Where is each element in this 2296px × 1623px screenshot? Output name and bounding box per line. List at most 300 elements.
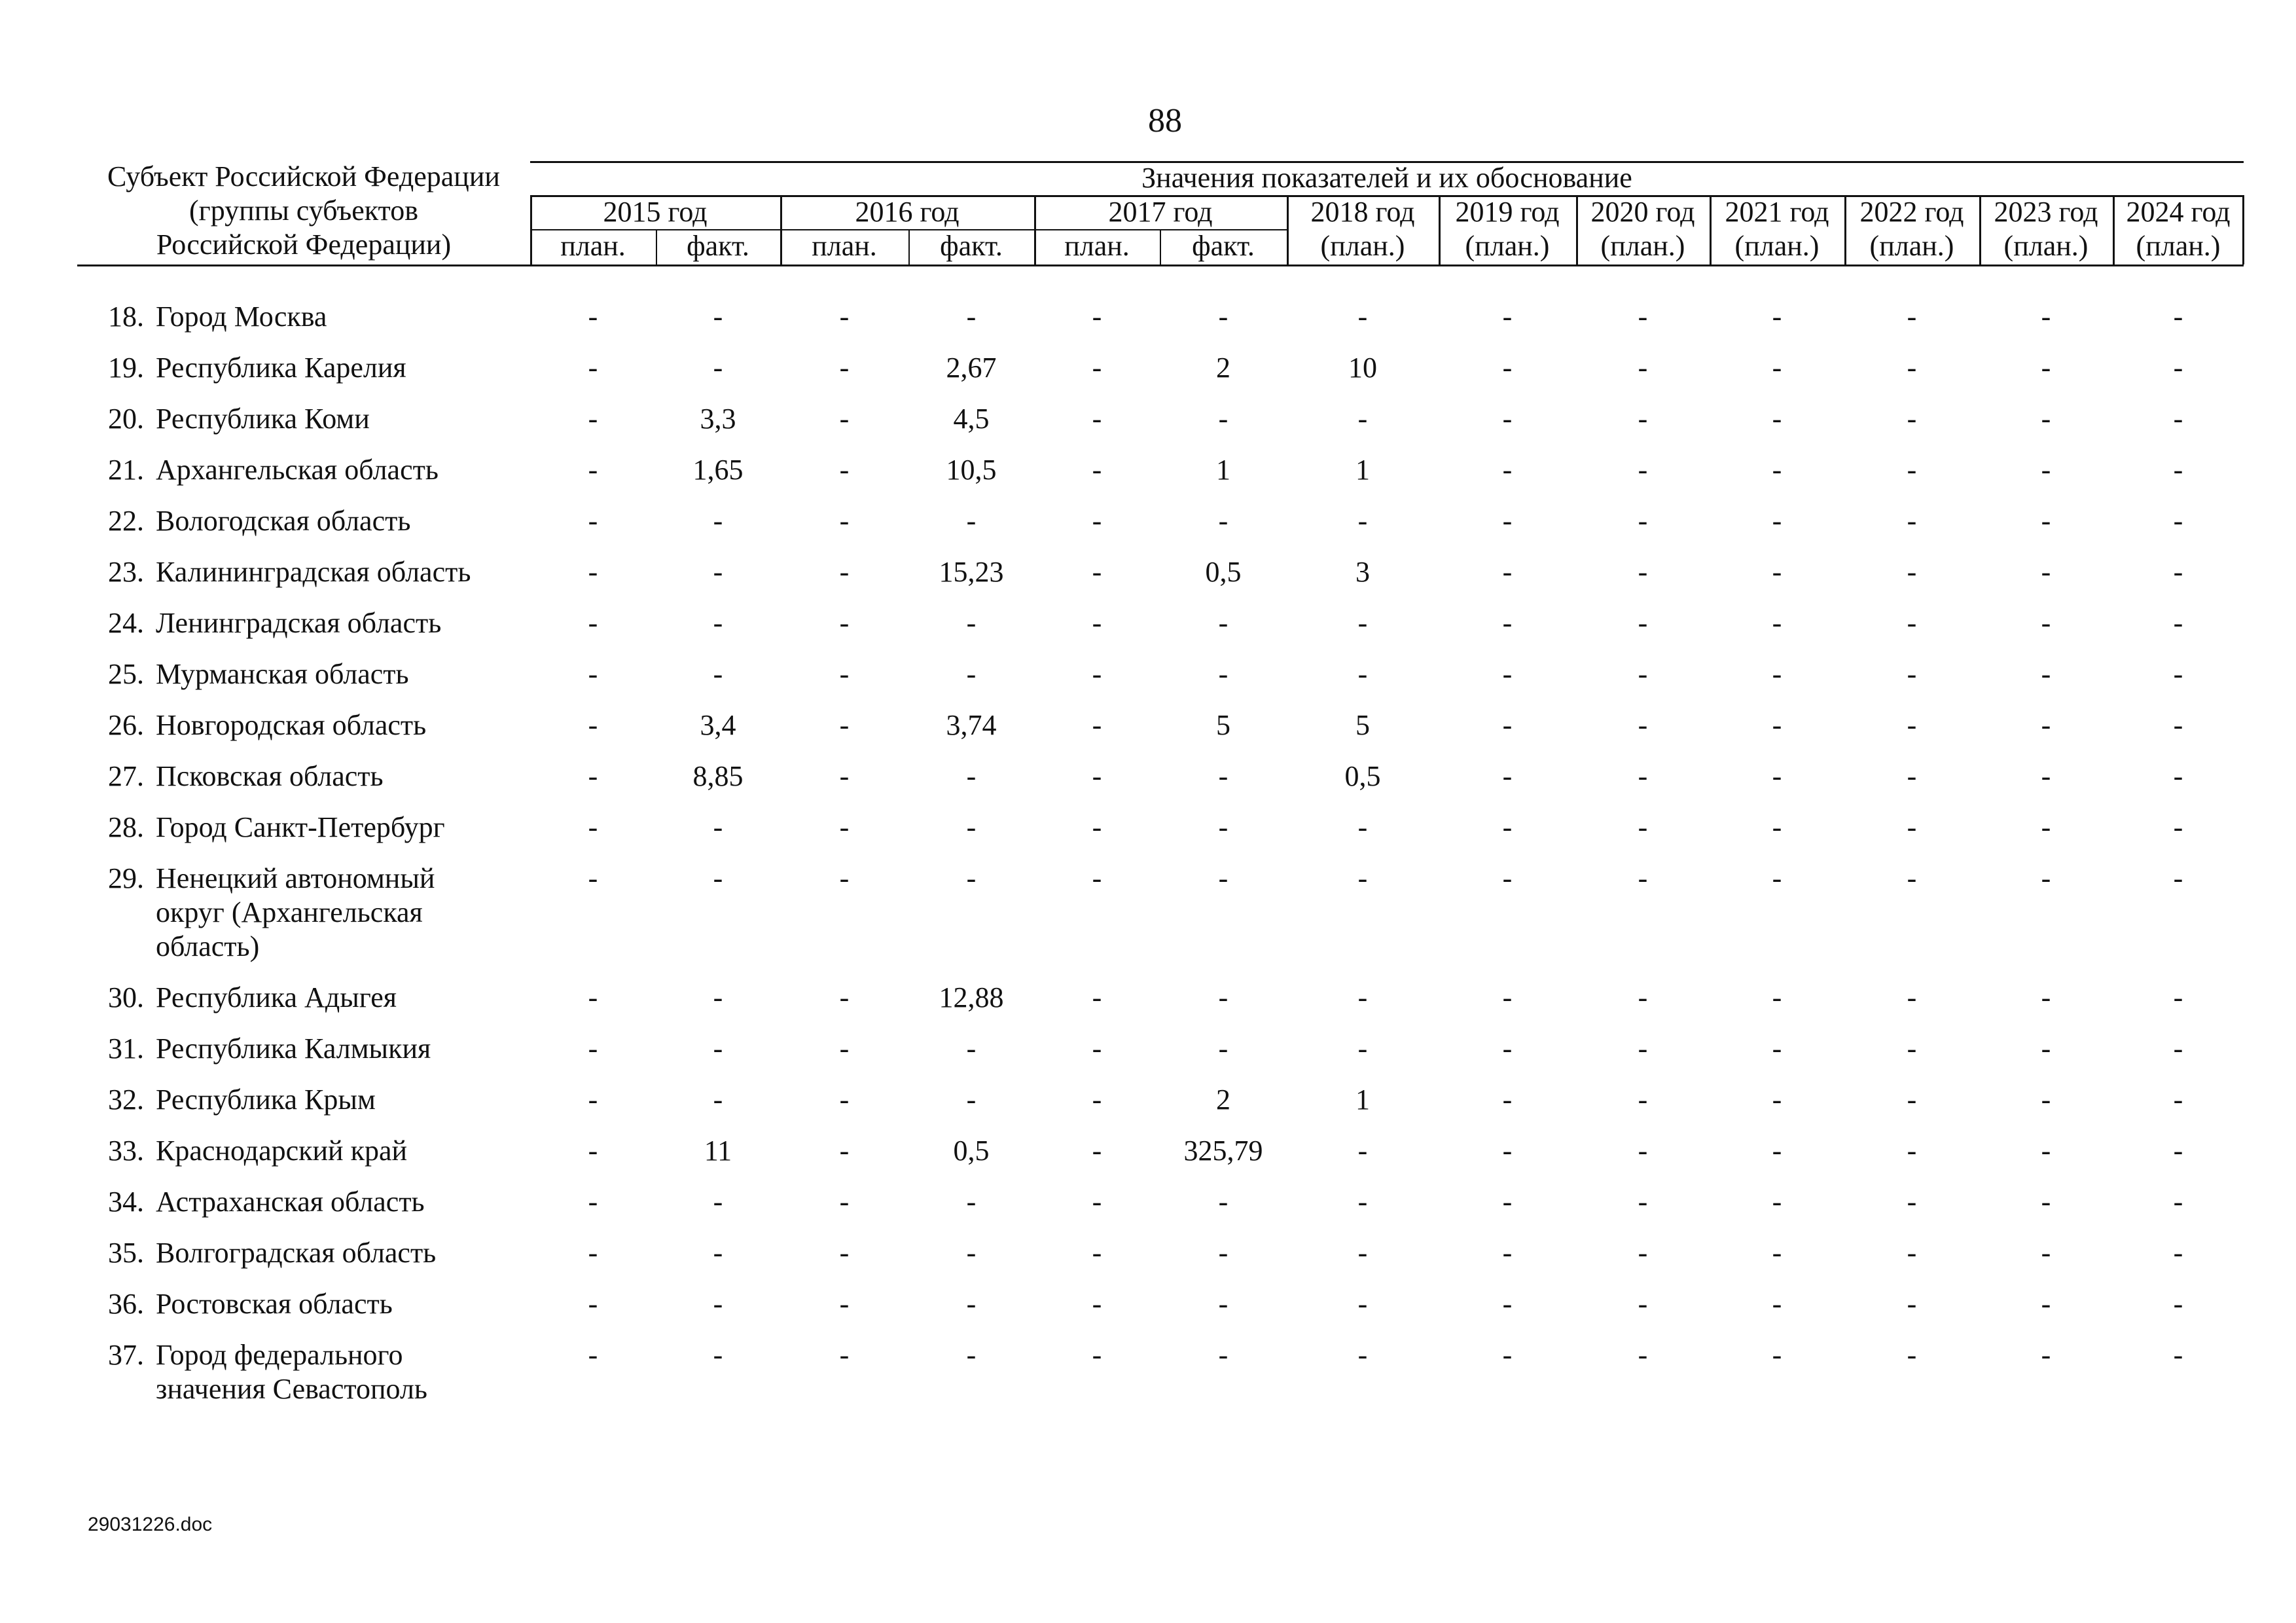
value-cell: 1 [1355, 454, 1370, 486]
value-cell: - [1502, 760, 1513, 792]
value-cell: - [1638, 1084, 1648, 1116]
value-cell: - [966, 1084, 977, 1116]
value-cell: - [1092, 403, 1102, 435]
value-cell: - [1357, 1135, 1368, 1167]
value-cell: - [966, 1032, 977, 1065]
value-cell: - [1772, 607, 1782, 639]
value-cell: - [966, 760, 977, 792]
value-cell: - [713, 1237, 723, 1269]
subject-column-header: (группы субъектов [189, 194, 418, 227]
subject-name-line: Ленинградская область [156, 607, 442, 639]
value-cell: - [2173, 556, 2183, 588]
value-cell: - [2041, 454, 2051, 486]
value-cell: - [1772, 301, 1782, 333]
value-cell: - [1218, 981, 1229, 1013]
value-cell: - [1218, 811, 1229, 843]
value-cell: - [588, 454, 598, 486]
value-cell: - [1638, 556, 1648, 588]
row-number: 26. [108, 709, 144, 741]
value-cell: - [839, 1288, 850, 1320]
value-cell: - [839, 352, 850, 384]
row-number: 19. [108, 352, 144, 384]
row-number: 37. [108, 1339, 144, 1371]
table-row [0, 555, 2296, 594]
year-header: 2018 год [1310, 196, 1415, 228]
subject-name-line: Город Санкт-Петербург [156, 811, 445, 843]
value-cell: - [1907, 1135, 1917, 1167]
value-cell: - [1907, 352, 1917, 384]
value-cell: - [713, 1288, 723, 1320]
subject-name-line: Республика Крым [156, 1084, 376, 1116]
subject-name [156, 1338, 522, 1406]
subject-name-line: Калининградская область [156, 556, 471, 588]
value-cell: 12,88 [939, 981, 1004, 1013]
subject-name-line: Волгоградская область [156, 1237, 437, 1269]
subject-name [156, 708, 522, 742]
value-cell: - [1218, 505, 1229, 537]
value-cell: - [588, 709, 598, 741]
value-cell: - [1092, 709, 1102, 741]
value-cell: - [1638, 301, 1648, 333]
value-cell: - [1502, 981, 1513, 1013]
value-cell: - [1772, 811, 1782, 843]
value-cell: - [713, 658, 723, 690]
row-number: 31. [108, 1032, 144, 1065]
value-cell: - [1357, 1339, 1368, 1371]
subject-name-line: Новгородская область [156, 709, 427, 741]
value-cell: 2 [1216, 352, 1230, 384]
value-cell: - [2041, 607, 2051, 639]
value-cell: - [2041, 352, 2051, 384]
table-row [0, 606, 2296, 646]
value-cell: - [2173, 607, 2183, 639]
value-cell: - [839, 709, 850, 741]
value-cell: - [2041, 658, 2051, 690]
value-cell: - [2173, 658, 2183, 690]
value-cell: - [2173, 981, 2183, 1013]
subject-name-line: Республика Карелия [156, 352, 406, 384]
value-cell: - [588, 760, 598, 792]
value-cell: - [1502, 1135, 1513, 1167]
value-cell: - [839, 1186, 850, 1218]
subject-name-line: Астраханская область [156, 1186, 425, 1218]
value-cell: - [1638, 811, 1648, 843]
value-cell: - [1357, 658, 1368, 690]
value-cell: - [1638, 505, 1648, 537]
subject-name [156, 1185, 522, 1219]
value-cell: - [2173, 1032, 2183, 1065]
value-cell: - [2041, 811, 2051, 843]
value-cell: - [2173, 811, 2183, 843]
value-cell: - [1772, 1339, 1782, 1371]
fact-subheader: факт. [940, 230, 1003, 262]
value-cell: - [1502, 1084, 1513, 1116]
value-cell: - [1772, 760, 1782, 792]
fact-subheader: факт. [1192, 230, 1255, 262]
subject-name [156, 1134, 522, 1168]
value-cell: - [1907, 1339, 1917, 1371]
value-cell: - [839, 760, 850, 792]
subject-name [156, 981, 522, 1015]
value-cell: - [713, 1032, 723, 1065]
value-cell: - [2041, 556, 2051, 588]
value-cell: - [713, 1084, 723, 1116]
row-number: 35. [108, 1237, 144, 1269]
value-cell: - [839, 1135, 850, 1167]
value-cell: - [1772, 1032, 1782, 1065]
value-cell: - [1638, 1237, 1648, 1269]
value-cell: - [839, 556, 850, 588]
value-cell: - [588, 1135, 598, 1167]
value-cell: 0,5 [1344, 760, 1381, 792]
value-cell: - [1092, 1135, 1102, 1167]
value-cell: - [1502, 454, 1513, 486]
value-cell: - [1638, 454, 1648, 486]
value-cell: - [1502, 1288, 1513, 1320]
subject-name-line: Ненецкий автономный [156, 862, 435, 894]
row-number: 36. [108, 1288, 144, 1320]
value-cell: - [2041, 1288, 2051, 1320]
value-cell: - [966, 607, 977, 639]
value-cell: - [588, 1339, 598, 1371]
value-cell: - [839, 301, 850, 333]
table-row [0, 1287, 2296, 1326]
subject-name-line: Краснодарский край [156, 1135, 408, 1167]
row-number: 18. [108, 301, 144, 333]
value-cell: - [839, 1084, 850, 1116]
plan-subheader: план. [812, 230, 877, 262]
value-cell: - [2041, 301, 2051, 333]
table-row [0, 862, 2296, 962]
value-cell: - [1907, 760, 1917, 792]
value-cell: 3,4 [700, 709, 736, 741]
value-cell: 10 [1348, 352, 1377, 384]
value-cell: - [1638, 1288, 1648, 1320]
value-cell: - [966, 505, 977, 537]
year-header: 2023 год [1994, 196, 2098, 228]
value-cell: - [1638, 352, 1648, 384]
value-cell: - [2041, 1084, 2051, 1116]
page-number: 88 [1148, 102, 1182, 139]
value-cell: - [1092, 505, 1102, 537]
value-cell: - [1907, 1032, 1917, 1065]
value-cell: 11 [704, 1135, 732, 1167]
header-bottom-rule [77, 264, 2244, 266]
value-cell: - [588, 1288, 598, 1320]
value-cell: - [839, 811, 850, 843]
value-cell: - [1907, 505, 1917, 537]
value-cell: - [1357, 1288, 1368, 1320]
subject-name-line: Вологодская область [156, 505, 411, 537]
value-cell: - [1907, 1186, 1917, 1218]
row-number: 32. [108, 1084, 144, 1116]
value-cell: - [1502, 811, 1513, 843]
value-cell: 1,65 [692, 454, 744, 486]
value-cell: - [2041, 1135, 2051, 1167]
table-row [0, 1134, 2296, 1173]
value-cell: - [1357, 981, 1368, 1013]
value-cell: - [588, 505, 598, 537]
value-cell: - [2173, 1186, 2183, 1218]
value-cell: - [1638, 760, 1648, 792]
year-header: 2022 год [1859, 196, 1964, 228]
value-cell: - [1772, 862, 1782, 894]
year-header: 2021 год [1725, 196, 1829, 228]
row-number: 29. [108, 862, 144, 894]
value-cell: - [1638, 658, 1648, 690]
value-cell: - [1772, 709, 1782, 741]
year-header: 2015 год [603, 196, 708, 228]
value-cell: - [1502, 709, 1513, 741]
value-cell: - [1502, 301, 1513, 333]
value-cell: - [1092, 1186, 1102, 1218]
value-cell: - [2041, 1032, 2051, 1065]
value-cell: - [1638, 1135, 1648, 1167]
plan-subheader: (план.) [1320, 230, 1405, 262]
subject-name [156, 606, 522, 640]
value-cell: - [1772, 1237, 1782, 1269]
row-number: 22. [108, 505, 144, 537]
subject-name [156, 862, 522, 964]
row-number: 33. [108, 1135, 144, 1167]
year-header: 2020 год [1590, 196, 1695, 228]
value-cell: - [713, 301, 723, 333]
value-cell: - [839, 607, 850, 639]
value-cell: - [839, 981, 850, 1013]
row-number: 27. [108, 760, 144, 792]
subject-name-line: Архангельская область [156, 454, 439, 486]
table-row [0, 1032, 2296, 1071]
document-filename: 29031226.doc [88, 1514, 213, 1535]
value-cell: - [1907, 403, 1917, 435]
value-cell: - [1907, 709, 1917, 741]
value-cell: - [1907, 1084, 1917, 1116]
value-cell: - [1092, 981, 1102, 1013]
value-cell: - [1357, 301, 1368, 333]
value-cell: - [588, 658, 598, 690]
value-cell: - [2041, 862, 2051, 894]
value-cell: - [1638, 862, 1648, 894]
value-cell: - [2173, 301, 2183, 333]
value-cell: - [1502, 607, 1513, 639]
value-cell: - [2041, 709, 2051, 741]
value-cell: 5 [1355, 709, 1370, 741]
value-cell: - [1092, 760, 1102, 792]
plan-subheader: (план.) [1869, 230, 1954, 262]
value-cell: - [2173, 1135, 2183, 1167]
table-row [0, 1083, 2296, 1122]
value-cell: - [1357, 1186, 1368, 1218]
value-cell: - [1218, 760, 1229, 792]
subject-name-line: Республика Калмыкия [156, 1032, 431, 1065]
subject-name [156, 1236, 522, 1270]
subject-name-line: Город Москва [156, 301, 327, 333]
value-cell: - [839, 1032, 850, 1065]
subject-name-line: Мурманская область [156, 658, 409, 690]
value-cell: - [2173, 454, 2183, 486]
value-cell: - [1772, 981, 1782, 1013]
value-cell: - [966, 1339, 977, 1371]
value-cell: - [1638, 981, 1648, 1013]
value-cell: - [1907, 981, 1917, 1013]
value-cell: - [2173, 505, 2183, 537]
value-cell: - [588, 1237, 598, 1269]
value-cell: - [1638, 709, 1648, 741]
plan-subheader: план. [1064, 230, 1130, 262]
value-cell: - [1092, 811, 1102, 843]
value-cell: - [1092, 862, 1102, 894]
table-row [0, 981, 2296, 1020]
value-cell: - [1772, 403, 1782, 435]
value-cell: - [1092, 658, 1102, 690]
value-cell: - [1218, 1288, 1229, 1320]
value-cell: - [1772, 556, 1782, 588]
value-cell: - [839, 403, 850, 435]
subject-name [156, 300, 522, 334]
value-cell: - [1092, 556, 1102, 588]
value-cell: - [1772, 454, 1782, 486]
value-cell: - [839, 454, 850, 486]
value-cell: - [1772, 1135, 1782, 1167]
value-cell: - [1218, 1339, 1229, 1371]
value-cell: - [588, 862, 598, 894]
value-cell: 2 [1216, 1084, 1230, 1116]
row-number: 28. [108, 811, 144, 843]
table-row [0, 1338, 2296, 1405]
value-cell: - [2041, 1237, 2051, 1269]
plan-subheader: план. [560, 230, 626, 262]
value-cell: - [713, 811, 723, 843]
value-cell: - [1092, 1288, 1102, 1320]
value-cell: - [1502, 1339, 1513, 1371]
subject-name-line: Ростовская область [156, 1288, 393, 1320]
value-cell: 3 [1355, 556, 1370, 588]
value-cell: - [713, 1186, 723, 1218]
value-cell: - [1502, 862, 1513, 894]
subject-name [156, 453, 522, 487]
value-cell: - [2041, 505, 2051, 537]
plan-subheader: (план.) [1734, 230, 1820, 262]
value-cell: - [966, 1237, 977, 1269]
value-cell: - [588, 811, 598, 843]
subject-name-line: Псковская область [156, 760, 384, 792]
value-cell: - [713, 981, 723, 1013]
subject-name-line: Республика Адыгея [156, 981, 397, 1013]
values-column-header: Значения показателей и их обоснование [1141, 162, 1632, 194]
value-cell: - [1907, 301, 1917, 333]
plan-subheader: (план.) [1600, 230, 1685, 262]
value-cell: 5 [1216, 709, 1230, 741]
year-header: 2017 год [1108, 196, 1213, 228]
value-cell: - [713, 1339, 723, 1371]
plan-subheader: (план.) [2003, 230, 2089, 262]
value-cell: - [1772, 1084, 1782, 1116]
value-cell: - [1218, 1186, 1229, 1218]
value-cell: - [839, 1237, 850, 1269]
value-cell: - [2173, 1339, 2183, 1371]
value-cell: - [1502, 658, 1513, 690]
value-cell: 4,5 [953, 403, 990, 435]
value-cell: - [713, 607, 723, 639]
value-cell: - [2173, 352, 2183, 384]
subject-column-header: Российской Федерации) [156, 228, 452, 261]
subject-name-line: Город федерального [156, 1339, 403, 1371]
table-row [0, 1236, 2296, 1275]
subject-name-line: область) [156, 930, 260, 962]
value-cell: - [2173, 1288, 2183, 1320]
value-cell: - [1218, 607, 1229, 639]
value-cell: - [1092, 1339, 1102, 1371]
value-cell: - [588, 556, 598, 588]
value-cell: - [1357, 403, 1368, 435]
value-cell: - [1218, 301, 1229, 333]
value-cell: - [2041, 1339, 2051, 1371]
value-cell: - [1907, 862, 1917, 894]
value-cell: - [1638, 403, 1648, 435]
row-number: 20. [108, 403, 144, 435]
value-cell: - [2173, 709, 2183, 741]
value-cell: - [1638, 1186, 1648, 1218]
value-cell: - [1092, 607, 1102, 639]
value-cell: - [839, 658, 850, 690]
subject-name-line: округ (Архангельская [156, 896, 423, 928]
value-cell: - [2173, 403, 2183, 435]
value-cell: - [2173, 1237, 2183, 1269]
value-cell: - [1638, 607, 1648, 639]
value-cell: - [588, 403, 598, 435]
value-cell: - [2173, 862, 2183, 894]
subject-name [156, 811, 522, 845]
value-cell: - [1772, 352, 1782, 384]
value-cell: - [966, 301, 977, 333]
value-cell: - [1092, 1237, 1102, 1269]
subject-name [156, 351, 522, 385]
value-cell: 10,5 [946, 454, 997, 486]
value-cell: - [1907, 556, 1917, 588]
value-cell: - [1502, 505, 1513, 537]
value-cell: - [1218, 1032, 1229, 1065]
value-cell: - [1907, 811, 1917, 843]
value-cell: - [966, 658, 977, 690]
subject-name [156, 759, 522, 793]
value-cell: - [2173, 1084, 2183, 1116]
value-cell: - [839, 1339, 850, 1371]
value-cell: - [2041, 760, 2051, 792]
value-cell: - [588, 301, 598, 333]
row-number: 34. [108, 1186, 144, 1218]
table-row [0, 1185, 2296, 1224]
value-cell: - [1092, 454, 1102, 486]
value-cell: - [1772, 1288, 1782, 1320]
row-number: 21. [108, 454, 144, 486]
value-cell: - [1092, 1032, 1102, 1065]
row-number: 23. [108, 556, 144, 588]
value-cell: - [1357, 1032, 1368, 1065]
value-cell: - [588, 352, 598, 384]
value-cell: - [588, 1186, 598, 1218]
value-cell: 0,5 [953, 1135, 990, 1167]
value-cell: - [1357, 1237, 1368, 1269]
value-cell: - [1218, 403, 1229, 435]
value-cell: - [1907, 454, 1917, 486]
year-header: 2024 год [2126, 196, 2231, 228]
table-row [0, 402, 2296, 441]
value-cell: - [713, 505, 723, 537]
subject-name [156, 402, 522, 436]
value-cell: - [1357, 811, 1368, 843]
value-cell: - [1357, 862, 1368, 894]
value-cell: - [1092, 352, 1102, 384]
